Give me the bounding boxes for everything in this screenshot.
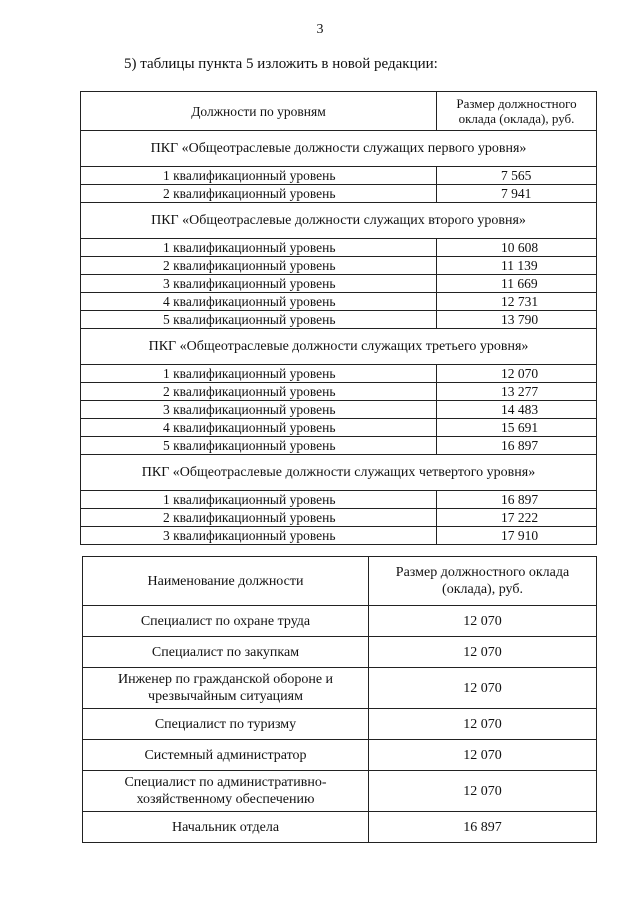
salary-value: 16 897 xyxy=(369,812,597,843)
table-row xyxy=(83,812,597,843)
position-name xyxy=(83,771,369,812)
salary-value: 17 222 xyxy=(437,509,597,527)
level-name: 4 квалификационный уровень xyxy=(81,293,437,311)
table-row xyxy=(83,771,597,812)
table-row xyxy=(83,740,597,771)
header-salary xyxy=(437,92,597,131)
table-row xyxy=(81,437,597,455)
table-row xyxy=(81,275,597,293)
page-number: 3 xyxy=(316,22,324,37)
table-row xyxy=(81,293,597,311)
group-title: ПКГ «Общеотраслевые должности служащих второго уровня» xyxy=(81,203,597,239)
table-row xyxy=(81,239,597,257)
table-row xyxy=(81,311,597,329)
salary-value: 16 897 xyxy=(437,437,597,455)
level-name: 5 квалификационный уровень xyxy=(81,437,437,455)
level-name: 2 квалификационный уровень xyxy=(81,509,437,527)
salary-value: 14 483 xyxy=(437,401,597,419)
table-row xyxy=(83,637,597,668)
table-header-row xyxy=(83,557,597,606)
table-row xyxy=(81,383,597,401)
level-name: 1 квалификационный уровень xyxy=(81,239,437,257)
group-title: ПКГ «Общеотраслевые должности служащих третьего уровня» xyxy=(81,329,597,365)
group-row xyxy=(81,131,597,167)
salary-value: 11 139 xyxy=(437,257,597,275)
level-name: 1 квалификационный уровень xyxy=(81,491,437,509)
level-name: 3 квалификационный уровень xyxy=(81,527,437,545)
level-name: 1 квалификационный уровень xyxy=(81,167,437,185)
position-name-line1: Специалист по туризму xyxy=(154,716,297,732)
salary-value: 13 277 xyxy=(437,383,597,401)
intro-text: 5) таблицы пункта 5 изложить в новой редакции: xyxy=(124,56,438,72)
table-row xyxy=(83,606,597,637)
level-name: 2 квалификационный уровень xyxy=(81,383,437,401)
salary-value: 10 608 xyxy=(437,239,597,257)
table-row xyxy=(81,167,597,185)
salary-value: 15 691 xyxy=(437,419,597,437)
group-row xyxy=(81,455,597,491)
salary-value: 12 070 xyxy=(369,606,597,637)
salary-value: 11 669 xyxy=(437,275,597,293)
salary-value: 12 070 xyxy=(369,668,597,709)
salary-value: 12 070 xyxy=(369,740,597,771)
position-name xyxy=(83,709,369,740)
table-row xyxy=(81,365,597,383)
table-row xyxy=(81,491,597,509)
group-title: ПКГ «Общеотраслевые должности служащих первого уровня» xyxy=(81,131,597,167)
position-name-line1: Системный администратор xyxy=(144,747,307,763)
position-name xyxy=(83,740,369,771)
salary-value: 7 941 xyxy=(437,185,597,203)
group-row xyxy=(81,203,597,239)
salary-value: 12 070 xyxy=(369,771,597,812)
salary-value: 13 790 xyxy=(437,311,597,329)
header-salary-line2: (оклада), руб. xyxy=(442,582,523,597)
table-row xyxy=(81,527,597,545)
position-name xyxy=(83,637,369,668)
table-header-row xyxy=(81,92,597,131)
position-name xyxy=(83,668,369,709)
header-salary-line1: Размер должностного xyxy=(456,96,577,111)
position-name-line2: хозяйственному обеспечению xyxy=(136,792,315,807)
position-name-line1: Инженер по гражданской обороне и xyxy=(117,672,334,687)
level-name: 4 квалификационный уровень xyxy=(81,419,437,437)
position-name xyxy=(83,606,369,637)
salary-value: 16 897 xyxy=(437,491,597,509)
level-name: 2 квалификационный уровень xyxy=(81,257,437,275)
table-row xyxy=(81,509,597,527)
group-row xyxy=(81,329,597,365)
table-row xyxy=(81,185,597,203)
salary-value: 7 565 xyxy=(437,167,597,185)
level-name: 2 квалификационный уровень xyxy=(81,185,437,203)
header-salary xyxy=(369,557,597,606)
header-positions: Должности по уровням xyxy=(81,92,437,131)
positions-salary-table xyxy=(82,556,597,843)
group-title: ПКГ «Общеотраслевые должности служащих четвертого уровня» xyxy=(81,455,597,491)
salary-value: 12 070 xyxy=(437,365,597,383)
level-name: 5 квалификационный уровень xyxy=(81,311,437,329)
position-name-line1: Специалист по закупкам xyxy=(151,644,300,660)
table-row xyxy=(83,709,597,740)
salary-value: 12 731 xyxy=(437,293,597,311)
table-row xyxy=(83,668,597,709)
table-row xyxy=(81,401,597,419)
level-name: 3 квалификационный уровень xyxy=(81,401,437,419)
table-row xyxy=(81,419,597,437)
header-salary-line2: оклада (оклада), руб. xyxy=(458,111,575,126)
salary-value: 17 910 xyxy=(437,527,597,545)
salary-value: 12 070 xyxy=(369,709,597,740)
position-name-line2: чрезвычайным ситуациям xyxy=(148,689,303,704)
position-name xyxy=(83,812,369,843)
header-salary-line1: Размер должностного оклада xyxy=(395,565,570,580)
salary-levels-table xyxy=(80,91,597,545)
table-row xyxy=(81,257,597,275)
position-name-line1: Специалист по административно- xyxy=(124,775,327,790)
level-name: 3 квалификационный уровень xyxy=(81,275,437,293)
salary-value: 12 070 xyxy=(369,637,597,668)
header-position-name: Наименование должности xyxy=(83,557,369,606)
position-name-line1: Специалист по охране труда xyxy=(140,613,311,629)
level-name: 1 квалификационный уровень xyxy=(81,365,437,383)
position-name-line1: Начальник отдела xyxy=(171,819,280,835)
